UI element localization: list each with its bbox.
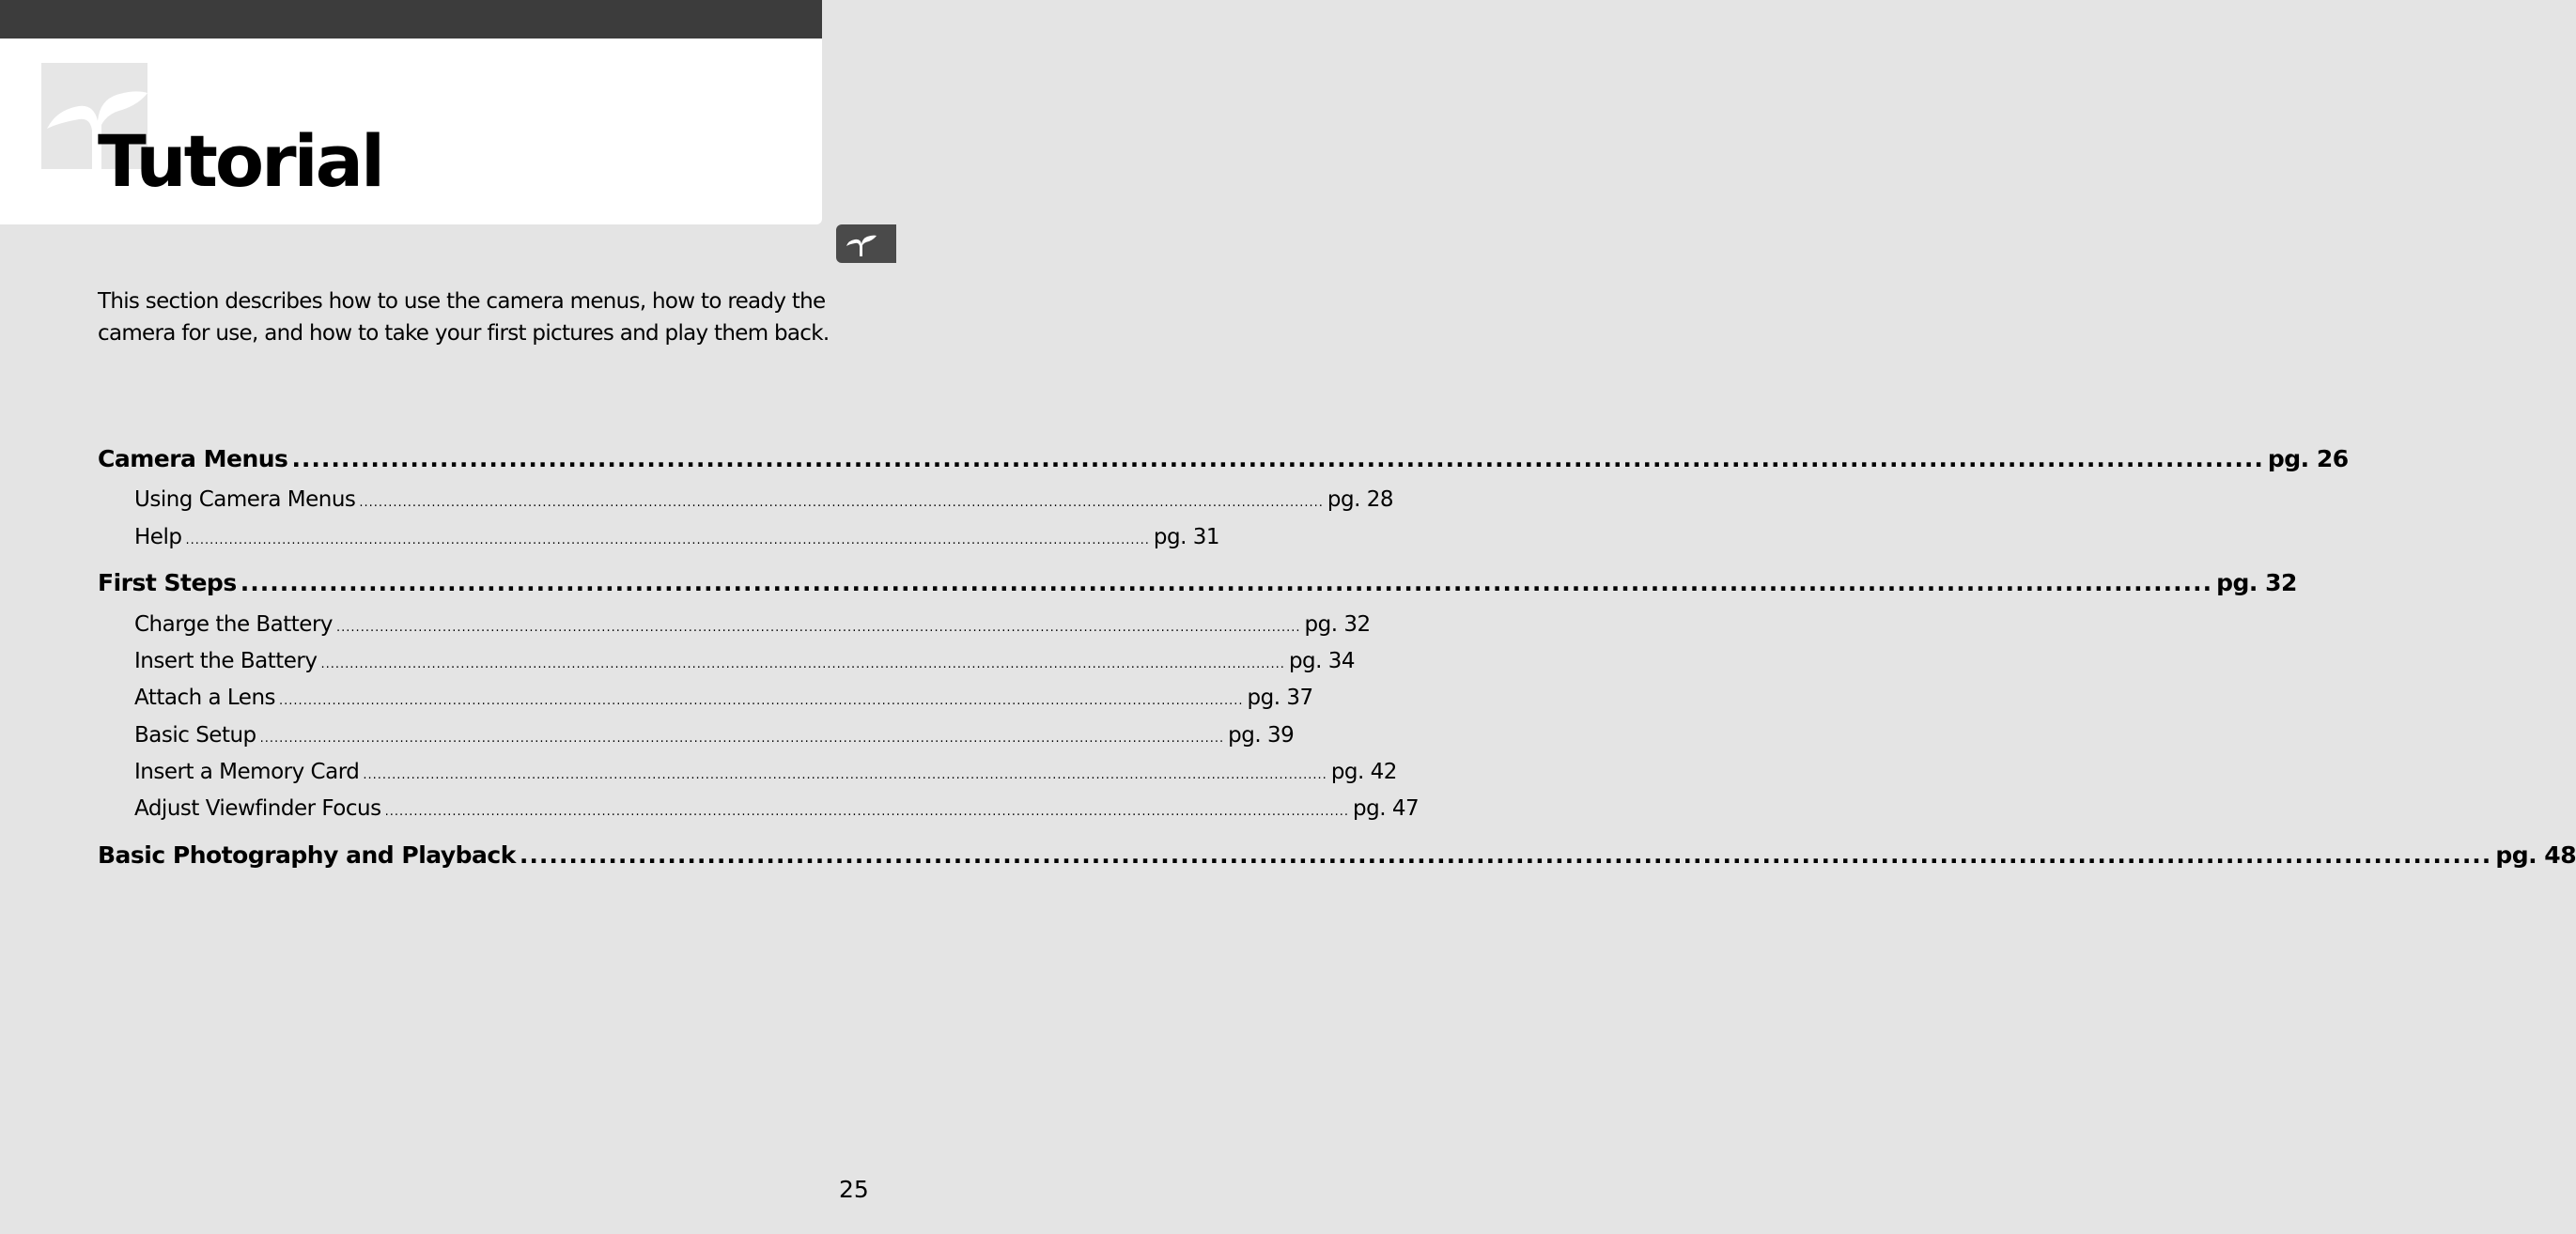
toc-entry[interactable]	[134, 612, 1371, 637]
toc-entry-page: pg. 32	[2216, 569, 2297, 596]
toc-leader-dots: ........................................................................................................................................................................................................	[185, 533, 1150, 548]
toc-entry[interactable]	[98, 841, 2576, 869]
toc-entry-page: pg. 37	[1247, 686, 1313, 710]
toc-entry[interactable]	[134, 686, 1313, 710]
toc-entry-label: Charge the Battery	[134, 612, 334, 637]
toc-entry-page: pg. 32	[1304, 612, 1371, 637]
page-number: 25	[839, 1176, 869, 1203]
toc-leader-dots: ........................................................................................................................................................................................................	[291, 445, 2264, 472]
toc-entry-label: Insert a Memory Card	[134, 760, 360, 784]
toc-leader-dots: ........................................................................................................................................................................................................	[519, 841, 2492, 869]
toc-entry-label: First Steps	[98, 569, 237, 596]
toc-entry-label: Attach a Lens	[134, 686, 276, 710]
toc-entry-label: Adjust Viewfinder Focus	[134, 796, 381, 821]
toc-leader-dots: ........................................................................................................................................................................................................	[259, 732, 1225, 746]
toc-entry-label: Help	[134, 525, 182, 549]
chapter-tab[interactable]	[836, 224, 896, 263]
toc-leader-dots: ........................................................................................................................................................................................................	[336, 621, 1301, 635]
toc-entry[interactable]	[134, 796, 1420, 821]
toc-entry-label: Insert the Battery	[134, 649, 318, 673]
toc-entry-page: pg. 28	[1327, 487, 1393, 512]
toc-leader-dots: ........................................................................................................................................................................................................	[363, 768, 1327, 782]
intro-paragraph: This section describes how to use the camera menus, how to ready the camera for use, and how to take your first pictures and play them back.	[98, 289, 830, 346]
top-bar	[0, 0, 822, 39]
toc-entry[interactable]	[134, 723, 1295, 748]
toc-leader-dots: ........................................................................................................................................................................................................	[384, 805, 1350, 819]
toc-entry[interactable]	[134, 649, 1356, 673]
toc-leader-dots: ........................................................................................................................................................................................................	[359, 496, 1324, 510]
toc-entry-label: Using Camera Menus	[134, 487, 356, 512]
toc-leader-dots: ........................................................................................................................................................................................................	[320, 657, 1285, 671]
toc-entry[interactable]	[134, 760, 1397, 784]
toc-entry-page: pg. 48	[2495, 841, 2576, 869]
toc-entry-label: Basic Setup	[134, 723, 256, 748]
toc-leader-dots: ........................................................................................................................................................................................................	[279, 694, 1244, 708]
page-title: Tutorial	[98, 119, 383, 203]
toc-entry-page: pg. 26	[2267, 445, 2349, 472]
toc-entry[interactable]	[98, 569, 2297, 596]
toc-entry-label: Basic Photography and Playback	[98, 841, 516, 869]
toc-entry-label: Camera Menus	[98, 445, 288, 472]
toc-entry[interactable]	[98, 445, 2349, 472]
toc-entry[interactable]	[134, 525, 1219, 549]
toc-entry[interactable]	[134, 487, 1393, 512]
toc-entry-page: pg. 34	[1288, 649, 1356, 673]
toc-leader-dots: ........................................................................................................................................................................................................	[240, 569, 2213, 596]
toc-entry-page: pg. 47	[1353, 796, 1420, 821]
toc-entry-page: pg. 31	[1153, 525, 1219, 549]
toc-entry-page: pg. 39	[1228, 723, 1295, 748]
toc-entry-page: pg. 42	[1330, 760, 1397, 784]
sprout-icon	[846, 231, 877, 257]
